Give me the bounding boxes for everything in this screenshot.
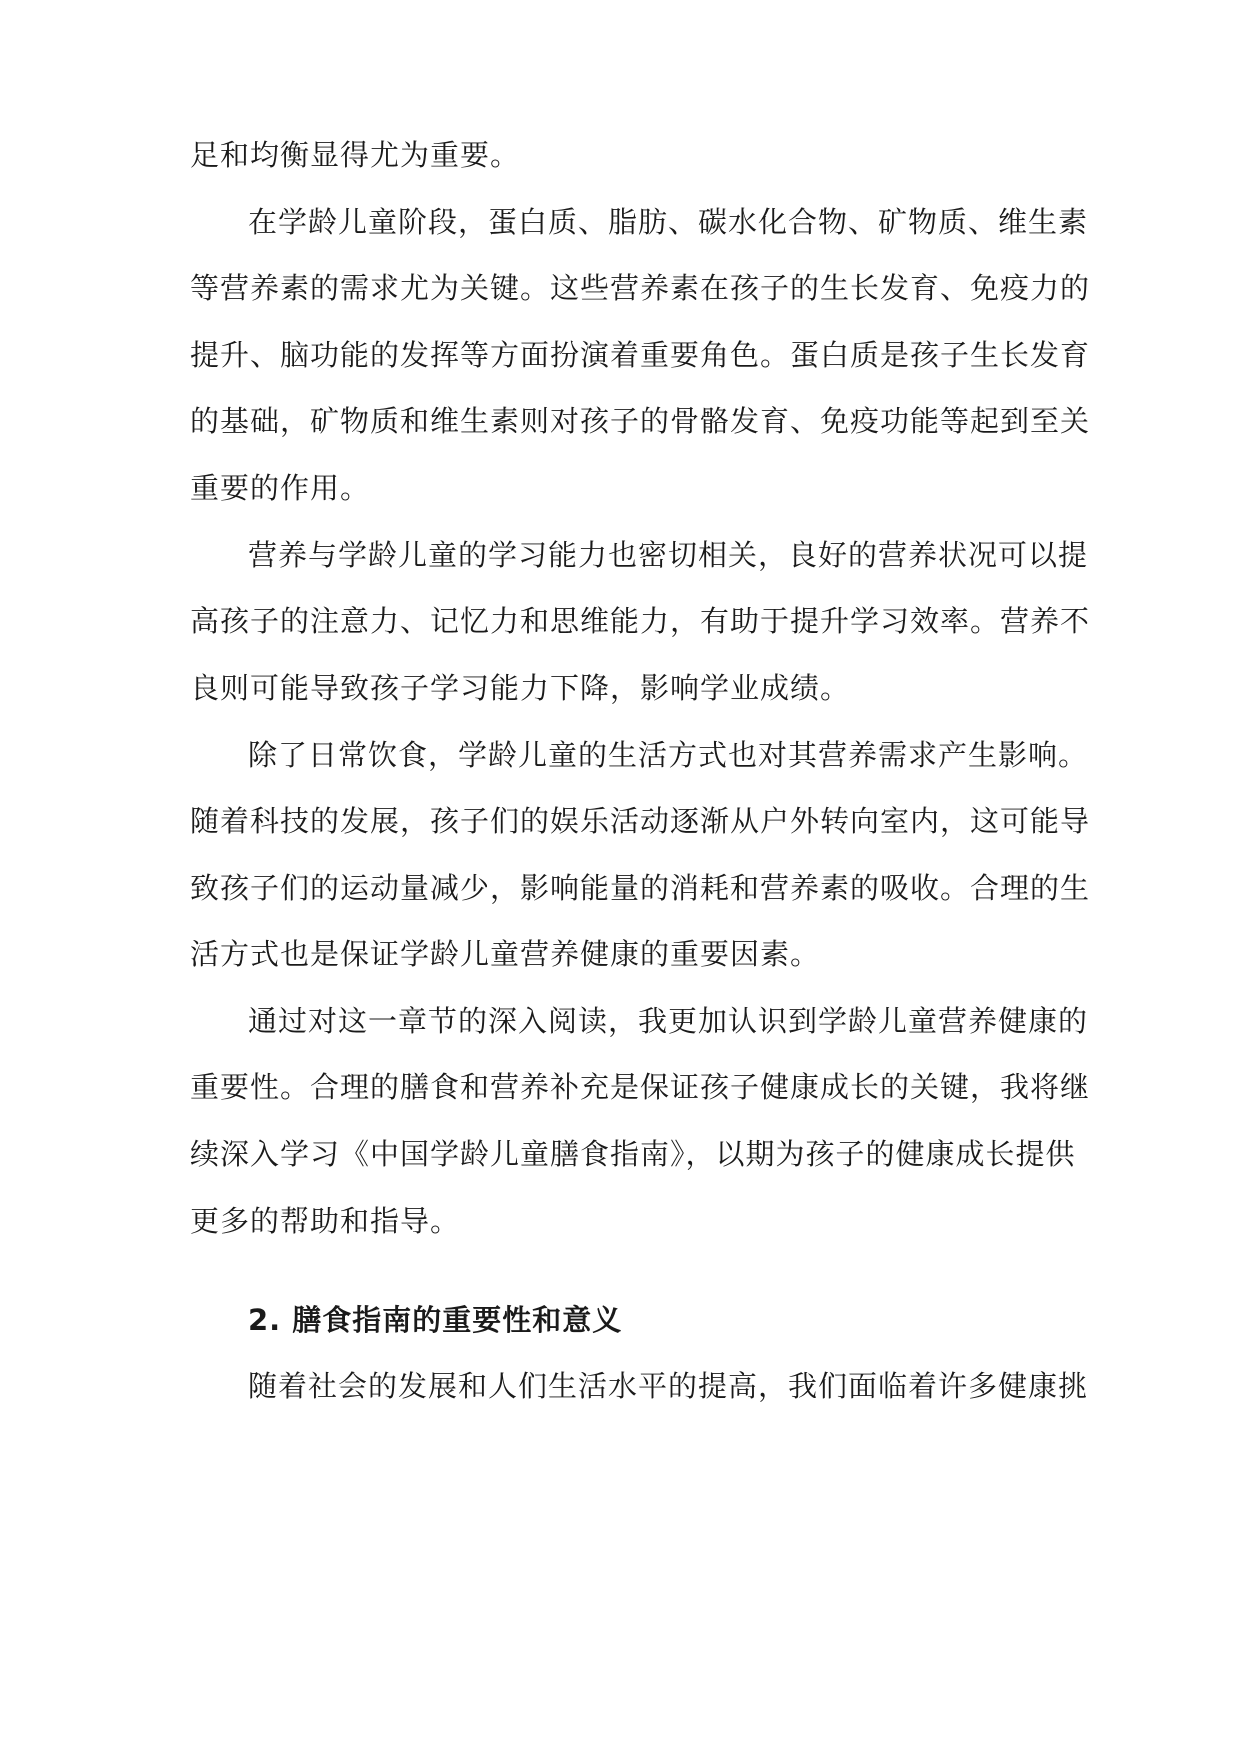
text-line: 重要的作用。 <box>190 471 371 505</box>
text-line: 营养与学龄儿童的学习能力也密切相关，良好的营养状况可以提 <box>248 538 1089 572</box>
text-line: 等营养素的需求尤为关键。这些营养素在孩子的生长发育、免疫力的 <box>190 271 1091 305</box>
text-line: 足和均衡显得尤为重要。 <box>190 138 521 172</box>
text-line: 随着社会的发展和人们生活水平的提高，我们面临着许多健康挑 <box>248 1369 1089 1403</box>
text-line: 重要性。合理的膳食和营养补充是保证孩子健康成长的关键，我将继 <box>190 1070 1091 1104</box>
section-heading: 2. 膳食指南的重要性和意义 <box>248 1303 623 1337</box>
text-line: 更多的帮助和指导。 <box>190 1204 461 1238</box>
text-line: 致孩子们的运动量减少，影响能量的消耗和营养素的吸收。合理的生 <box>190 871 1091 905</box>
text-line: 随着科技的发展，孩子们的娱乐活动逐渐从户外转向室内，这可能导 <box>190 804 1091 838</box>
text-line: 良则可能导致孩子学习能力下降，影响学业成绩。 <box>190 671 851 705</box>
text-line: 除了日常饮食，学龄儿童的生活方式也对其营养需求产生影响。 <box>248 738 1089 772</box>
text-line: 提升、脑功能的发挥等方面扮演着重要角色。蛋白质是孩子生长发育 <box>190 338 1091 372</box>
text-line: 在学龄儿童阶段，蛋白质、脂肪、碳水化合物、矿物质、维生素 <box>248 205 1089 239</box>
text-line: 活方式也是保证学龄儿童营养健康的重要因素。 <box>190 937 821 971</box>
text-line: 通过对这一章节的深入阅读，我更加认识到学龄儿童营养健康的 <box>248 1004 1089 1038</box>
text-line: 续深入学习《中国学龄儿童膳食指南》，以期为孩子的健康成长提供 <box>190 1137 1076 1171</box>
text-line: 高孩子的注意力、记忆力和思维能力，有助于提升学习效率。营养不 <box>190 604 1091 638</box>
text-line: 的基础，矿物质和维生素则对孩子的骨骼发育、免疫功能等起到至关 <box>190 404 1091 438</box>
